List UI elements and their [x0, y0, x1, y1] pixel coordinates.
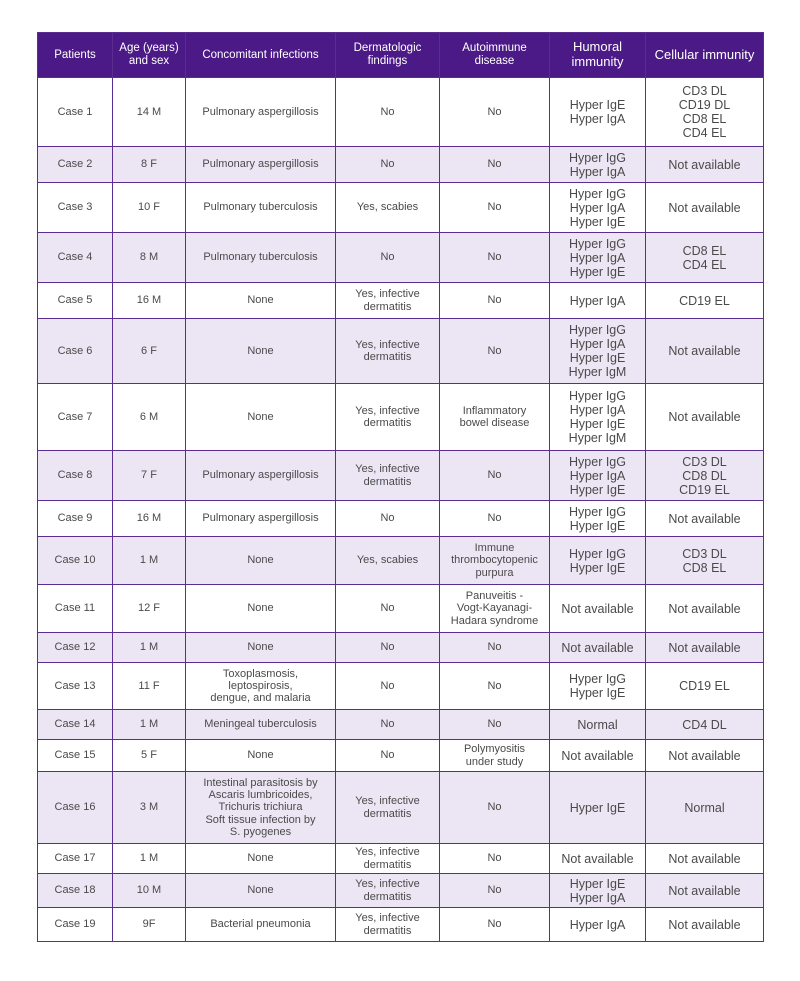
cell-dermatologic-findings: Yes, scabies: [336, 537, 440, 585]
cell-humoral-immunity: Not available: [550, 633, 646, 663]
cell-cellular-immunity: CD3 DL CD19 DL CD8 EL CD4 EL: [646, 78, 764, 147]
cell-dermatologic-findings: Yes, infective dermatitis: [336, 908, 440, 942]
cell-concomitant-infections: None: [186, 283, 336, 319]
cell-autoimmune-disease: No: [440, 772, 550, 844]
table-row: [38, 874, 764, 908]
cell-autoimmune-disease: No: [440, 147, 550, 183]
cell-patient: Case 5: [38, 283, 113, 319]
table-row: [38, 183, 764, 233]
cell-autoimmune-disease: No: [440, 319, 550, 384]
cell-dermatologic-findings: Yes, infective dermatitis: [336, 451, 440, 501]
cell-concomitant-infections: None: [186, 585, 336, 633]
cell-dermatologic-findings: No: [336, 740, 440, 772]
cell-autoimmune-disease: No: [440, 283, 550, 319]
table-row: [38, 501, 764, 537]
table-row: [38, 537, 764, 585]
cell-autoimmune-disease: No: [440, 183, 550, 233]
cell-concomitant-infections: None: [186, 384, 336, 451]
table-row: [38, 78, 764, 147]
cell-autoimmune-disease: No: [440, 233, 550, 283]
cell-patient: Case 12: [38, 633, 113, 663]
cell-humoral-immunity: Hyper IgA: [550, 283, 646, 319]
cell-cellular-immunity: Not available: [646, 183, 764, 233]
cell-patient: Case 4: [38, 233, 113, 283]
cell-patient: Case 8: [38, 451, 113, 501]
cell-autoimmune-disease: No: [440, 501, 550, 537]
table-row: [38, 451, 764, 501]
cell-cellular-immunity: Not available: [646, 384, 764, 451]
cell-cellular-immunity: CD3 DL CD8 EL: [646, 537, 764, 585]
header-cellular-immunity: Cellular immunity: [646, 33, 764, 78]
cell-humoral-immunity: Hyper IgG Hyper IgE: [550, 663, 646, 710]
cell-cellular-immunity: Not available: [646, 147, 764, 183]
cell-humoral-immunity: Hyper IgG Hyper IgA Hyper IgE: [550, 233, 646, 283]
cell-concomitant-infections: Pulmonary tuberculosis: [186, 233, 336, 283]
cell-cellular-immunity: CD8 EL CD4 EL: [646, 233, 764, 283]
cell-age-sex: 6 F: [113, 319, 186, 384]
table-row: [38, 283, 764, 319]
cell-dermatologic-findings: No: [336, 501, 440, 537]
cell-age-sex: 12 F: [113, 585, 186, 633]
cell-dermatologic-findings: Yes, infective dermatitis: [336, 319, 440, 384]
cell-humoral-immunity: Hyper IgE: [550, 772, 646, 844]
table-row: [38, 844, 764, 874]
cell-patient: Case 7: [38, 384, 113, 451]
clinical-table: [37, 32, 764, 942]
cell-age-sex: 1 M: [113, 710, 186, 740]
cell-patient: Case 6: [38, 319, 113, 384]
cell-dermatologic-findings: No: [336, 78, 440, 147]
cell-humoral-immunity: Not available: [550, 740, 646, 772]
cell-concomitant-infections: Pulmonary aspergillosis: [186, 147, 336, 183]
cell-autoimmune-disease: No: [440, 663, 550, 710]
cell-patient: Case 14: [38, 710, 113, 740]
table-row: [38, 233, 764, 283]
cell-dermatologic-findings: No: [336, 633, 440, 663]
cell-patient: Case 10: [38, 537, 113, 585]
cell-patient: Case 17: [38, 844, 113, 874]
table-row: [38, 633, 764, 663]
cell-age-sex: 11 F: [113, 663, 186, 710]
cell-age-sex: 16 M: [113, 501, 186, 537]
cell-autoimmune-disease: No: [440, 451, 550, 501]
cell-age-sex: 8 F: [113, 147, 186, 183]
cell-dermatologic-findings: No: [336, 147, 440, 183]
cell-age-sex: 1 M: [113, 633, 186, 663]
header-humoral-immunity: Humoral immunity: [550, 33, 646, 78]
header-patients: Patients: [38, 33, 113, 78]
header-dermatologic-findings: Dermatologic findings: [336, 33, 440, 78]
table-row: [38, 585, 764, 633]
cell-concomitant-infections: None: [186, 874, 336, 908]
cell-concomitant-infections: Pulmonary tuberculosis: [186, 183, 336, 233]
cell-humoral-immunity: Hyper IgG Hyper IgE: [550, 537, 646, 585]
cell-cellular-immunity: CD4 DL: [646, 710, 764, 740]
cell-patient: Case 13: [38, 663, 113, 710]
cell-concomitant-infections: Pulmonary aspergillosis: [186, 451, 336, 501]
cell-age-sex: 1 M: [113, 844, 186, 874]
cell-patient: Case 18: [38, 874, 113, 908]
cell-patient: Case 16: [38, 772, 113, 844]
cell-age-sex: 6 M: [113, 384, 186, 451]
cell-humoral-immunity: Hyper IgG Hyper IgA: [550, 147, 646, 183]
cell-patient: Case 2: [38, 147, 113, 183]
table-row: [38, 384, 764, 451]
cell-dermatologic-findings: No: [336, 233, 440, 283]
cell-cellular-immunity: CD19 EL: [646, 283, 764, 319]
cell-age-sex: 10 M: [113, 874, 186, 908]
cell-age-sex: 8 M: [113, 233, 186, 283]
cell-concomitant-infections: None: [186, 844, 336, 874]
cell-dermatologic-findings: No: [336, 710, 440, 740]
cell-patient: Case 19: [38, 908, 113, 942]
cell-concomitant-infections: Pulmonary aspergillosis: [186, 78, 336, 147]
cell-concomitant-infections: None: [186, 537, 336, 585]
cell-concomitant-infections: Toxoplasmosis, leptospirosis, dengue, and malaria: [186, 663, 336, 710]
header-autoimmune-disease: Autoimmune disease: [440, 33, 550, 78]
cell-age-sex: 10 F: [113, 183, 186, 233]
cell-dermatologic-findings: Yes, infective dermatitis: [336, 844, 440, 874]
cell-age-sex: 1 M: [113, 537, 186, 585]
cell-patient: Case 9: [38, 501, 113, 537]
table-row: [38, 908, 764, 942]
cell-dermatologic-findings: Yes, scabies: [336, 183, 440, 233]
cell-concomitant-infections: Bacterial pneumonia: [186, 908, 336, 942]
cell-autoimmune-disease: No: [440, 78, 550, 147]
cell-cellular-immunity: CD3 DL CD8 DL CD19 EL: [646, 451, 764, 501]
cell-cellular-immunity: Not available: [646, 740, 764, 772]
header-concomitant-infections: Concomitant infections: [186, 33, 336, 78]
cell-cellular-immunity: Not available: [646, 874, 764, 908]
cell-autoimmune-disease: No: [440, 710, 550, 740]
table-row: [38, 740, 764, 772]
table-body: [38, 78, 764, 942]
table-row: [38, 147, 764, 183]
cell-age-sex: 9F: [113, 908, 186, 942]
cell-patient: Case 15: [38, 740, 113, 772]
cell-autoimmune-disease: Inflammatory bowel disease: [440, 384, 550, 451]
cell-concomitant-infections: Intestinal parasitosis by Ascaris lumbricoides, Trichuris trichiura Soft tissue infection by S. pyogenes: [186, 772, 336, 844]
cell-patient: Case 3: [38, 183, 113, 233]
cell-autoimmune-disease: Polymyositis under study: [440, 740, 550, 772]
cell-age-sex: 3 M: [113, 772, 186, 844]
cell-humoral-immunity: Not available: [550, 844, 646, 874]
cell-age-sex: 7 F: [113, 451, 186, 501]
cell-cellular-immunity: Not available: [646, 319, 764, 384]
header-row: [38, 33, 764, 78]
cell-humoral-immunity: Not available: [550, 585, 646, 633]
cell-dermatologic-findings: Yes, infective dermatitis: [336, 384, 440, 451]
cell-patient: Case 1: [38, 78, 113, 147]
cell-autoimmune-disease: Panuveitis - Vogt-Kayanagi- Hadara syndrome: [440, 585, 550, 633]
table-row: [38, 710, 764, 740]
cell-humoral-immunity: Hyper IgE Hyper IgA: [550, 874, 646, 908]
cell-autoimmune-disease: No: [440, 844, 550, 874]
table-row: [38, 663, 764, 710]
cell-humoral-immunity: Hyper IgG Hyper IgA Hyper IgE: [550, 451, 646, 501]
cell-humoral-immunity: Hyper IgG Hyper IgA Hyper IgE Hyper IgM: [550, 319, 646, 384]
cell-cellular-immunity: Not available: [646, 633, 764, 663]
cell-dermatologic-findings: Yes, infective dermatitis: [336, 772, 440, 844]
cell-autoimmune-disease: No: [440, 633, 550, 663]
header-age-sex: Age (years) and sex: [113, 33, 186, 78]
cell-dermatologic-findings: No: [336, 585, 440, 633]
cell-cellular-immunity: Not available: [646, 585, 764, 633]
cell-dermatologic-findings: Yes, infective dermatitis: [336, 874, 440, 908]
cell-age-sex: 5 F: [113, 740, 186, 772]
cell-age-sex: 14 M: [113, 78, 186, 147]
cell-concomitant-infections: Meningeal tuberculosis: [186, 710, 336, 740]
cell-autoimmune-disease: Immune thrombocytopenic purpura: [440, 537, 550, 585]
cell-concomitant-infections: None: [186, 319, 336, 384]
cell-humoral-immunity: Hyper IgA: [550, 908, 646, 942]
table-header: [38, 33, 764, 78]
cell-dermatologic-findings: Yes, infective dermatitis: [336, 283, 440, 319]
cell-cellular-immunity: CD19 EL: [646, 663, 764, 710]
cell-humoral-immunity: Hyper IgE Hyper IgA: [550, 78, 646, 147]
cell-humoral-immunity: Hyper IgG Hyper IgE: [550, 501, 646, 537]
cell-patient: Case 11: [38, 585, 113, 633]
cell-concomitant-infections: Pulmonary aspergillosis: [186, 501, 336, 537]
cell-concomitant-infections: None: [186, 633, 336, 663]
cell-age-sex: 16 M: [113, 283, 186, 319]
cell-humoral-immunity: Hyper IgG Hyper IgA Hyper IgE: [550, 183, 646, 233]
cell-dermatologic-findings: No: [336, 663, 440, 710]
cell-cellular-immunity: Not available: [646, 844, 764, 874]
cell-cellular-immunity: Not available: [646, 501, 764, 537]
cell-cellular-immunity: Normal: [646, 772, 764, 844]
cell-concomitant-infections: None: [186, 740, 336, 772]
cell-humoral-immunity: Normal: [550, 710, 646, 740]
cell-humoral-immunity: Hyper IgG Hyper IgA Hyper IgE Hyper IgM: [550, 384, 646, 451]
cell-cellular-immunity: Not available: [646, 908, 764, 942]
table-row: [38, 319, 764, 384]
cell-autoimmune-disease: No: [440, 874, 550, 908]
table-row: [38, 772, 764, 844]
cell-autoimmune-disease: No: [440, 908, 550, 942]
